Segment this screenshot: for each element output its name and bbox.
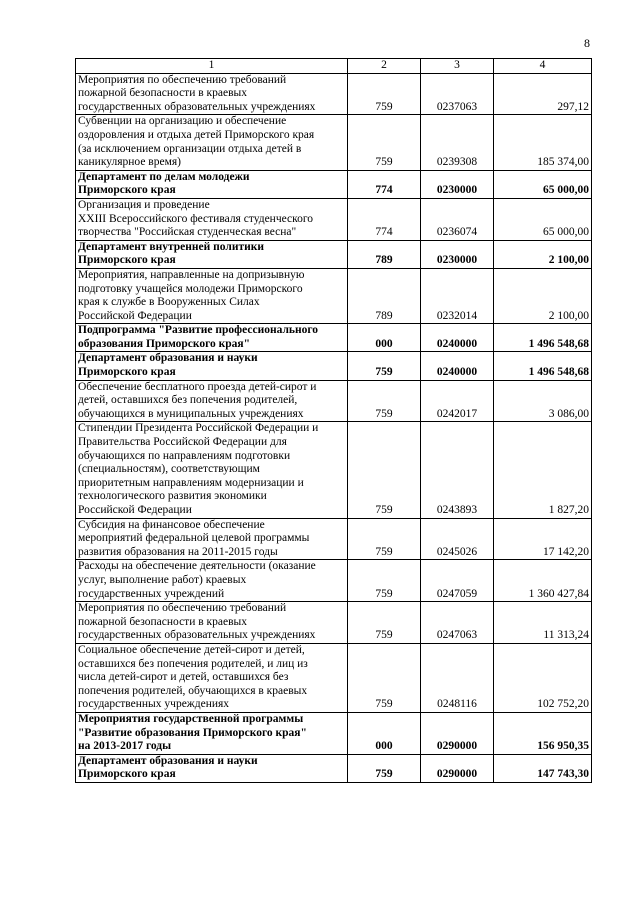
row-amount: 17 142,20 (494, 518, 592, 560)
table-body (76, 73, 592, 782)
row-amount: 2 100,00 (494, 240, 592, 268)
row-col-3: 0240000 (421, 352, 494, 380)
budget-table (75, 58, 592, 783)
row-name-line: Приморского края (78, 768, 176, 781)
table-row (76, 268, 592, 323)
table-row (76, 712, 592, 754)
row-name (76, 643, 348, 712)
row-name-line: Мероприятия, направленные на допризывную (78, 268, 305, 281)
row-name-line: Социальное обеспечение детей-сирот и детей, (78, 643, 305, 656)
row-name-line: оставшихся без попечения родителей, и лиц из (78, 657, 308, 670)
row-name-line: Департамент по делам молодежи (78, 170, 250, 183)
row-amount: 65 000,00 (494, 198, 592, 240)
row-col-3: 0232014 (421, 268, 494, 323)
row-name-line: Департамент образования и науки (78, 352, 258, 365)
row-name-line: Российской Федерации (78, 309, 192, 322)
row-name-line: пожарной безопасности в краевых (78, 615, 247, 628)
row-amount: 1 360 427,84 (494, 560, 592, 602)
table-row (76, 170, 592, 198)
row-col-2: 759 (348, 518, 421, 560)
row-name (76, 352, 348, 380)
row-name-line: Приморского края (78, 366, 176, 379)
row-col-3: 0240000 (421, 324, 494, 352)
row-name-line: Правительства Российской Федерации для (78, 436, 287, 449)
table-row (76, 754, 592, 782)
row-name-line: Российской Федерации (78, 504, 192, 516)
row-name-line: Приморского края (78, 254, 176, 267)
row-name (76, 73, 348, 115)
row-amount: 1 496 548,68 (494, 352, 592, 380)
row-col-2: 759 (348, 754, 421, 782)
row-name (76, 712, 348, 754)
row-name-line: Департамент внутренней политики (78, 240, 264, 253)
table-row (76, 352, 592, 380)
header-col-4: 4 (494, 59, 592, 74)
row-name-line: Мероприятия по обеспечению требований (78, 602, 287, 615)
row-name-line: Организация и проведение (78, 198, 210, 211)
row-name-line: технологического развития экономики (78, 490, 267, 503)
table-row (76, 324, 592, 352)
row-col-3: 0239308 (421, 115, 494, 170)
row-name (76, 602, 348, 644)
table-row (76, 518, 592, 560)
row-name-line: Расходы на обеспечение деятельности (оказание (78, 560, 316, 573)
table-header-row (76, 59, 592, 74)
row-col-3: 0245026 (421, 518, 494, 560)
row-col-2: 789 (348, 268, 421, 323)
row-name-line: на 2013-2017 годы (78, 740, 172, 753)
row-name (76, 422, 348, 518)
row-amount: 65 000,00 (494, 170, 592, 198)
page-number: 8 (584, 36, 590, 50)
row-col-3: 0290000 (421, 754, 494, 782)
row-col-2: 000 (348, 324, 421, 352)
row-col-3: 0247059 (421, 560, 494, 602)
row-name-line: развития образования на 2011-2015 годы (78, 545, 278, 558)
row-col-3: 0230000 (421, 240, 494, 268)
row-col-3: 0236074 (421, 198, 494, 240)
row-name-line: мероприятий федеральной целевой программы (78, 532, 310, 545)
row-name (76, 560, 348, 602)
row-amount: 102 752,20 (494, 643, 592, 712)
row-col-2: 789 (348, 240, 421, 268)
row-col-3: 0290000 (421, 712, 494, 754)
row-col-2: 759 (348, 73, 421, 115)
row-name (76, 324, 348, 352)
row-col-2: 759 (348, 352, 421, 380)
header-col-3: 3 (421, 59, 494, 74)
row-name (76, 518, 348, 560)
row-name-line: Приморского края (78, 184, 176, 197)
row-col-2: 774 (348, 170, 421, 198)
table-row (76, 240, 592, 268)
row-name-line: пожарной безопасности в краевых (78, 87, 247, 100)
row-col-3: 0247063 (421, 602, 494, 644)
row-name (76, 170, 348, 198)
row-amount: 297,12 (494, 73, 592, 115)
row-name-line: Мероприятия государственной программы (78, 712, 304, 725)
row-col-3: 0230000 (421, 170, 494, 198)
row-col-2: 759 (348, 115, 421, 170)
row-name-line: попечения родителей, обучающихся в краевых (78, 684, 308, 697)
row-amount: 1 827,20 (494, 422, 592, 518)
row-name-line: приоритетным направлениям модернизации и (78, 476, 304, 489)
row-name-line: (специальностям), соответствующим (78, 463, 260, 476)
row-col-2: 759 (348, 380, 421, 422)
row-col-2: 774 (348, 198, 421, 240)
row-name-line: обучающихся по направлениям подготовки (78, 449, 291, 462)
row-name-line: Обеспечение бесплатного проезда детей-сирот и (78, 380, 317, 393)
row-col-2: 759 (348, 643, 421, 712)
row-name (76, 380, 348, 422)
table-row (76, 643, 592, 712)
row-name-line: края к службе в Вооруженных Силах (78, 296, 260, 309)
row-name-line: оздоровления и отдыха детей Приморского края (78, 128, 315, 141)
row-name (76, 754, 348, 782)
row-name-line: Стипендии Президента Российской Федерации и (78, 422, 319, 435)
row-amount: 11 313,24 (494, 602, 592, 644)
row-amount: 147 743,30 (494, 754, 592, 782)
row-col-2: 759 (348, 422, 421, 518)
row-name-line: творчества "Российская студенческая весна" (78, 226, 297, 239)
row-name-line: государственных образовательных учреждениях (78, 100, 316, 113)
table-row (76, 115, 592, 170)
table-row (76, 560, 592, 602)
row-amount: 156 950,35 (494, 712, 592, 754)
row-name-line: (за исключением организации отдыха детей в (78, 142, 302, 155)
row-amount: 1 496 548,68 (494, 324, 592, 352)
row-name-line: государственных учреждениях (78, 698, 230, 711)
row-name-line: подготовку учащейся молодежи Приморского (78, 282, 303, 295)
row-name (76, 115, 348, 170)
row-name (76, 268, 348, 323)
row-name-line: государственных образовательных учреждениях (78, 629, 316, 642)
row-amount: 2 100,00 (494, 268, 592, 323)
row-name-line: Субвенции на организацию и обеспечение (78, 115, 287, 128)
row-name-line: "Развитие образования Приморского края" (78, 726, 307, 739)
header-col-1: 1 (76, 59, 348, 74)
row-name-line: числа детей-сирот и детей, оставшихся без (78, 671, 289, 684)
row-col-3: 0237063 (421, 73, 494, 115)
table-row (76, 73, 592, 115)
row-name-line: государственных учреждений (78, 587, 225, 600)
row-name-line: XXIII Всероссийского фестиваля студенческого (78, 212, 314, 225)
row-name-line: Мероприятия по обеспечению требований (78, 73, 287, 86)
row-amount: 3 086,00 (494, 380, 592, 422)
row-name (76, 240, 348, 268)
row-name-line: Департамент образования и науки (78, 754, 258, 767)
row-amount: 185 374,00 (494, 115, 592, 170)
row-name (76, 198, 348, 240)
row-name-line: каникулярное время) (78, 156, 181, 169)
row-col-3: 0242017 (421, 380, 494, 422)
row-name-line: образования Приморского края" (78, 337, 251, 350)
row-name-line: детей, оставшихся без попечения родителей, (78, 394, 298, 407)
table-row (76, 422, 592, 518)
row-col-2: 000 (348, 712, 421, 754)
row-name-line: Субсидия на финансовое обеспечение (78, 518, 265, 531)
row-name-line: обучающихся в муниципальных учреждениях (78, 407, 304, 420)
row-name-line: Подпрограмма "Развитие профессионального (78, 324, 319, 337)
header-col-2: 2 (348, 59, 421, 74)
row-name-line: услуг, выполнение работ) краевых (78, 573, 247, 586)
row-col-2: 759 (348, 560, 421, 602)
table-row (76, 602, 592, 644)
table-row (76, 380, 592, 422)
row-col-3: 0248116 (421, 643, 494, 712)
table-row (76, 198, 592, 240)
row-col-2: 759 (348, 602, 421, 644)
row-col-3: 0243893 (421, 422, 494, 518)
